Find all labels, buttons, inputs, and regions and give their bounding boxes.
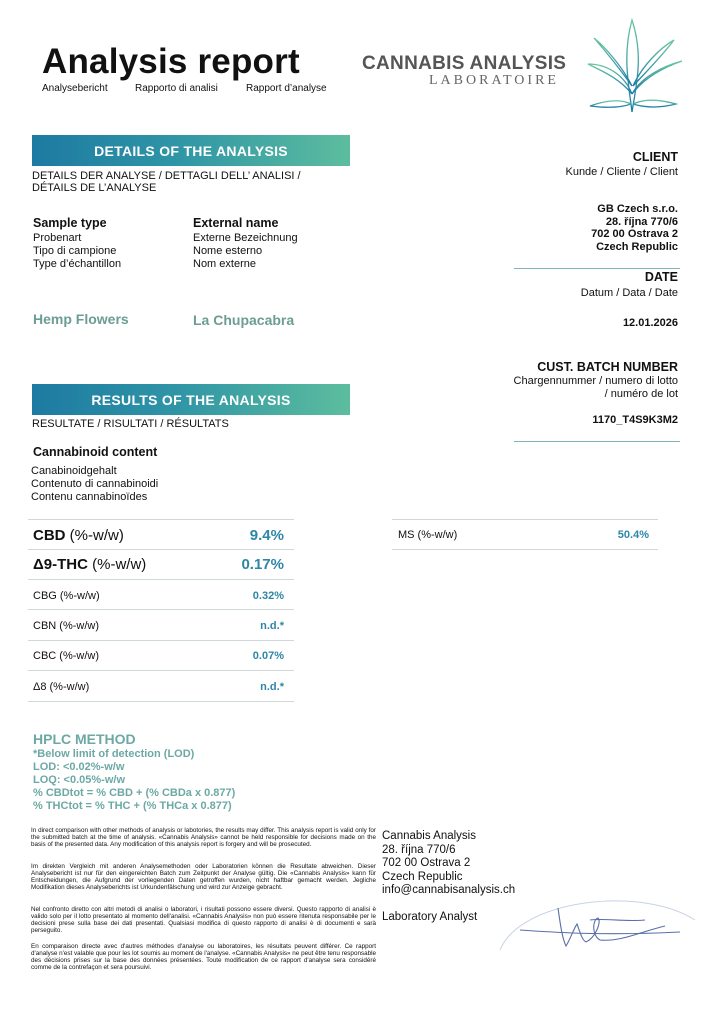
batch-label: CUST. BATCH NUMBER [537,360,678,374]
disclaimer-en: In direct comparison with other methods of analysis or labotories, the results may differ. This analysis report is valid only for the submitted batch at the time of analysis. «Cannabis Analysis» cannot be held responsible for decisions made on the basis of the presented data. Any modification of this analysis report is forgery and will be prosecuted. [31,827,376,848]
details-translations-2: DÉTAILS DE L’ANALYSE [32,182,157,194]
cannabinoid-label: Cannabinoid content [33,445,158,459]
result-name: CBD [33,527,66,544]
subtitle-de: Analysebericht [42,83,108,94]
hplc-line: % CBDtot = % CBD + (% CBDa x 0.877) [33,787,236,799]
sample-type-de: Probenart [33,232,82,244]
client-city: 702 00 Ostrava 2 [591,228,678,240]
result-value-cbd: 9.4% [249,527,284,544]
external-name-label: External name [193,216,279,230]
cannabinoid-fr: Contenu cannabinoïdes [31,491,148,503]
brand-sub: LABORATOIRE [429,73,559,88]
divider [514,268,680,269]
hplc-line: % THCtot = % THC + (% THCa x 0.877) [33,800,232,812]
date-value: 12.01.2026 [622,317,678,329]
external-name-value: La Chupacabra [193,312,295,328]
lab-line: 702 00 Ostrava 2 [382,857,471,869]
lab-line: Czech Republic [382,870,463,883]
result-value-cbg: 0.32% [252,590,284,602]
disclaimer-it: Nel confronto diretto con altri metodi di analisi o laboratori, i risultati possono essere diversi. Questo rapporto di analisi è valido solo per il lotto presentato al momento dell'analisi. «Cannabis Analysis» non può essere ritenuta responsabile per le decisioni prese sulla base dei dati presentati. Qualsiasi modifica di questo rapporto di analisi è di documenti e sarà perseguito. [31,906,376,934]
ms-value: 50.4% [617,529,649,541]
client-translations: Kunde / Cliente / Client [565,166,678,178]
sample-type-fr: Type d’échantillon [33,258,122,270]
date-translations: Datum / Data / Date [580,287,678,299]
hplc-line: LOQ: <0.05%-w/w [33,774,125,786]
signature-icon [480,880,710,970]
hplc-title: HPLC METHOD [33,731,136,747]
result-name-d8: Δ8 (%-w/w) [33,681,90,693]
hplc-line: *Below limit of detection (LOD) [33,748,195,760]
batch-value: 1170_T4S9K3M2 [592,414,678,426]
sample-type-value: Hemp Flowers [33,311,129,327]
lab-analyst: Laboratory Analyst [382,911,478,923]
hplc-notes [33,748,235,813]
result-unit: (%-w/w) [69,527,124,544]
row-divider [28,519,294,520]
ms-label: MS (%-w/w) [398,529,458,541]
lab-email: info@cannabisanalysis.ch [382,884,516,896]
batch-translations-1: Chargennummer / numero di lotto [513,375,678,387]
client-street: 28. října 770/6 [605,215,678,228]
batch-translations-2: / numéro de lot [604,388,678,400]
result-unit: (%-w/w) [92,556,147,573]
result-value-cbc: 0.07% [252,650,284,662]
divider [514,441,680,442]
row-divider [28,609,294,610]
external-name-fr: Nom externe [193,258,256,270]
sample-type-label: Sample type [33,216,107,230]
page-title: Analysis report [42,42,300,81]
client-address [591,203,678,253]
hplc-line: LOD: <0.02%-w/w [33,761,125,773]
brand-name: CANNABIS ANALYSIS [362,53,567,74]
client-label: CLIENT [632,150,678,164]
result-value-cbn: n.d.* [260,620,284,632]
row-divider [28,549,294,550]
result-name-cbn: CBN (%-w/w) [33,620,99,632]
row-divider [28,670,294,671]
result-value-d8: n.d.* [260,681,284,693]
client-country: Czech Republic [596,240,678,253]
result-value-thc: 0.17% [241,556,284,573]
cannabis-leaf-icon [584,16,684,114]
details-translations-1: DETAILS DER ANALYSE / DETTAGLI DELL’ ANALISI / [32,170,301,182]
results-banner: RESULTS OF THE ANALYSIS [32,384,350,415]
lab-line: 28. října 770/6 [382,843,456,856]
subtitle-fr: Rapport d’analyse [246,83,327,94]
row-divider [28,640,294,641]
result-name-cbc: CBC (%-w/w) [33,650,99,662]
cannabinoid-it: Contenuto di cannabinoidi [31,478,159,490]
subtitle-it: Rapporto di analisi [135,83,218,94]
cannabinoid-de: Canabinoidgehalt [31,465,117,477]
results-translations: RESULTATE / RISULTATI / RÉSULTATS [32,418,229,430]
client-name: GB Czech s.r.o. [597,203,678,215]
sample-type-it: Tipo di campione [33,245,117,257]
row-divider [392,549,658,550]
result-name-cbg: CBG (%-w/w) [33,590,100,602]
details-banner: DETAILS OF THE ANALYSIS [32,135,350,166]
external-name-it: Nome esterno [193,245,263,257]
row-divider [392,519,658,520]
disclaimer-de: Im direkten Vergleich mit anderen Analysemethoden oder Laboratorien können die Resultate abweichen. Dieser Analysebericht ist nur für den eingereichten Batch zum Zeitpunkt der Analyse gültig. Die «Cannabis Analysis» kann für Entscheidungen, die Aufgrund der vorliegenden Daten getroffen wurden, nicht haftbar gemacht werden. Jegliche Modifikation dieses Analyseberichts ist Urkundenfälschung und wird zur Anzeige gebracht. [31,863,376,891]
row-divider [28,579,294,580]
result-row-thc [33,556,146,573]
external-name-de: Externe Bezeichnung [193,232,298,244]
disclaimer-fr: En comparaison directe avec d'autres méthodes d'analyse ou laboratoires, les résultats peuvent différer. Ce rapport d'analyse n'est valable que pour les lot soumis au moment de l'analyse. «Cannabis Analysis» ne peut être tenu responsable des décisions prises sur la base des données présentées. Toute modification de ce rapport d'analyse sera considéré comme de la contrefaçon et sera poursuivi. [31,943,376,971]
date-label: DATE [644,270,678,284]
result-name: Δ9-THC [33,556,88,573]
result-row-cbd [33,527,124,544]
lab-line: Cannabis Analysis [382,830,476,842]
row-divider [28,701,294,702]
